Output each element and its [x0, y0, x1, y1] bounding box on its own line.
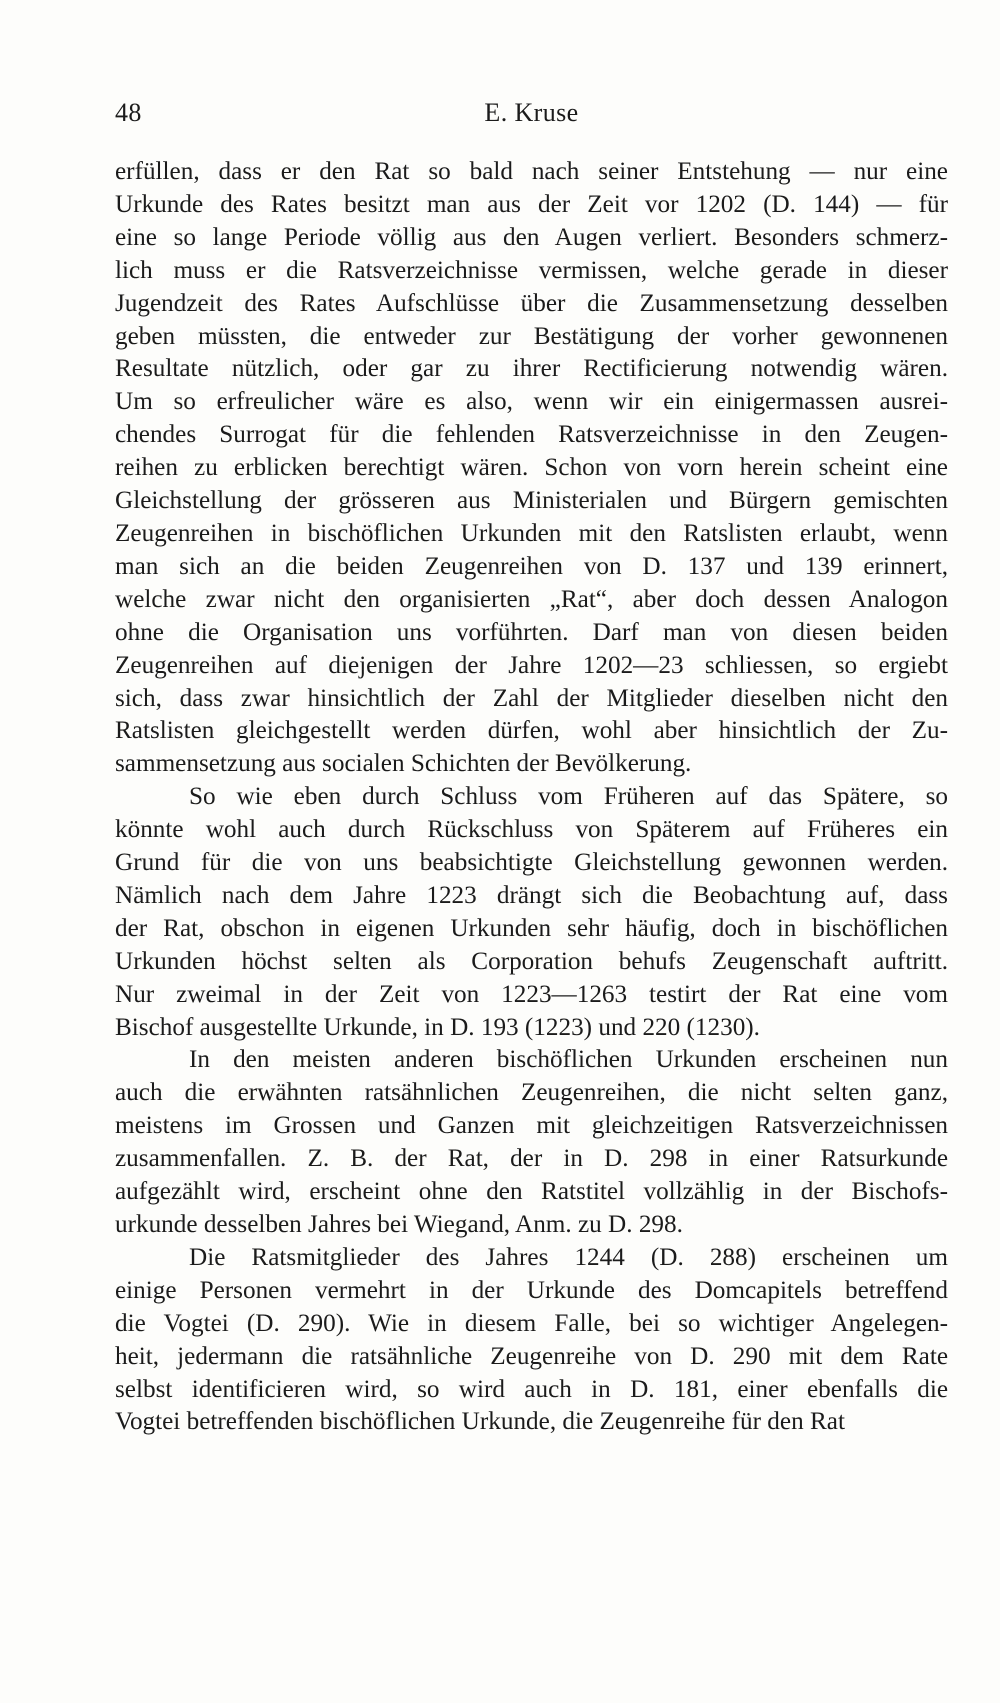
text-line: einige Personen vermehrt in der Urkunde des Domcapitels betreffend	[115, 1276, 948, 1304]
text-line: die Vogtei (D. 290). Wie in diesem Falle, bei so wichtiger Angelegen-	[115, 1309, 948, 1337]
text-line: Nämlich nach dem Jahre 1223 drängt sich die Beobachtung auf, dass	[115, 881, 948, 909]
text-line: Zeugenreihen auf diejenigen der Jahre 1202—23 schliessen, so ergiebt	[115, 651, 948, 679]
text-line: aufgezählt wird, erscheint ohne den Ratstitel vollzählig in der Bischofs-	[115, 1178, 948, 1206]
paragraph	[115, 1044, 948, 1241]
text-line: sich, dass zwar hinsichtlich der Zahl der Mitglieder dieselben nicht den	[115, 684, 948, 712]
text-line: Bischof ausgestellte Urkunde, in D. 193 (1223) und 220 (1230).	[115, 1013, 760, 1041]
page-number: 48	[115, 98, 142, 127]
paragraph	[115, 156, 948, 781]
text-line: reihen zu erblicken berechtigt wären. Schon von vorn herein scheint eine	[115, 454, 948, 482]
text-line: Resultate nützlich, oder gar zu ihrer Rectificierung notwendig wären.	[115, 355, 948, 383]
text-line: chendes Surrogat für die fehlenden Ratsverzeichnisse in den Zeugen-	[115, 421, 948, 449]
text-line: Die Ratsmitglieder des Jahres 1244 (D. 288) erscheinen um	[189, 1243, 948, 1271]
paragraph	[115, 781, 948, 1044]
paragraph	[115, 1242, 948, 1439]
text-line: der Rat, obschon in eigenen Urkunden sehr häufig, doch in bischöflichen	[115, 914, 948, 942]
text-line: könnte wohl auch durch Rückschluss von Späterem auf Früheres ein	[115, 816, 948, 844]
page-header	[115, 98, 948, 138]
text-line: Nur zweimal in der Zeit von 1223—1263 testirt der Rat eine vom	[115, 980, 948, 1008]
text-line: man sich an die beiden Zeugenreihen von D. 137 und 139 erinnert,	[115, 552, 948, 580]
text-line: In den meisten anderen bischöflichen Urkunden erscheinen nun	[189, 1046, 948, 1074]
text-line: Zeugenreihen in bischöflichen Urkunden mit den Ratslisten erlaubt, wenn	[115, 519, 948, 547]
text-line: Ratslisten gleichgestellt werden dürfen, wohl aber hinsichtlich der Zu-	[115, 717, 948, 745]
text-line: sammensetzung aus socialen Schichten der Bevölkerung.	[115, 750, 692, 778]
text-line: Vogtei betreffenden bischöflichen Urkunde, die Zeugenreihe für den Rat	[115, 1408, 845, 1436]
text-line: Gleichstellung der grösseren aus Ministerialen und Bürgern gemischten	[115, 487, 948, 515]
text-line: Urkunden höchst selten als Corporation behufs Zeugenschaft auftritt.	[115, 947, 948, 975]
text-line: urkunde desselben Jahres bei Wiegand, Anm. zu D. 298.	[115, 1211, 683, 1238]
text-line: erfüllen, dass er den Rat so bald nach seiner Entstehung — nur eine	[115, 158, 948, 185]
text-line: eine so lange Periode völlig aus den Augen verliert. Besonders schmerz-	[115, 223, 948, 251]
text-line: Um so erfreulicher wäre es also, wenn wir ein einigermassen ausrei-	[115, 388, 948, 416]
text-line: Jugendzeit des Rates Aufschlüsse über die Zusammensetzung desselben	[115, 289, 948, 317]
text-line: lich muss er die Ratsverzeichnisse vermissen, welche gerade in dieser	[115, 256, 948, 284]
running-head: E. Kruse	[484, 98, 579, 127]
text-line: welche zwar nicht den organisierten „Rat“, aber doch dessen Analogon	[115, 585, 948, 613]
text-line: Grund für die von uns beabsichtigte Gleichstellung gewonnen werden.	[115, 849, 948, 877]
text-line: heit, jedermann die ratsähnliche Zeugenreihe von D. 290 mit dem Rate	[115, 1342, 948, 1370]
text-line: ohne die Organisation uns vorführten. Darf man von diesen beiden	[115, 618, 948, 646]
text-line: auch die erwähnten ratsähnlichen Zeugenreihen, die nicht selten ganz,	[115, 1079, 948, 1107]
body-text	[115, 156, 948, 1439]
text-line: zusammenfallen. Z. B. der Rat, der in D. 298 in einer Ratsurkunde	[115, 1145, 948, 1173]
text-line: meistens im Grossen und Ganzen mit gleichzeitigen Ratsverzeichnissen	[115, 1112, 948, 1140]
text-line: selbst identificieren wird, so wird auch in D. 181, einer ebenfalls die	[115, 1375, 948, 1403]
text-line: geben müssten, die entweder zur Bestätigung der vorher gewonnenen	[115, 322, 948, 350]
text-line: Urkunde des Rates besitzt man aus der Zeit vor 1202 (D. 144) — für	[115, 190, 948, 218]
text-line: So wie eben durch Schluss vom Früheren auf das Spätere, so	[189, 783, 948, 811]
